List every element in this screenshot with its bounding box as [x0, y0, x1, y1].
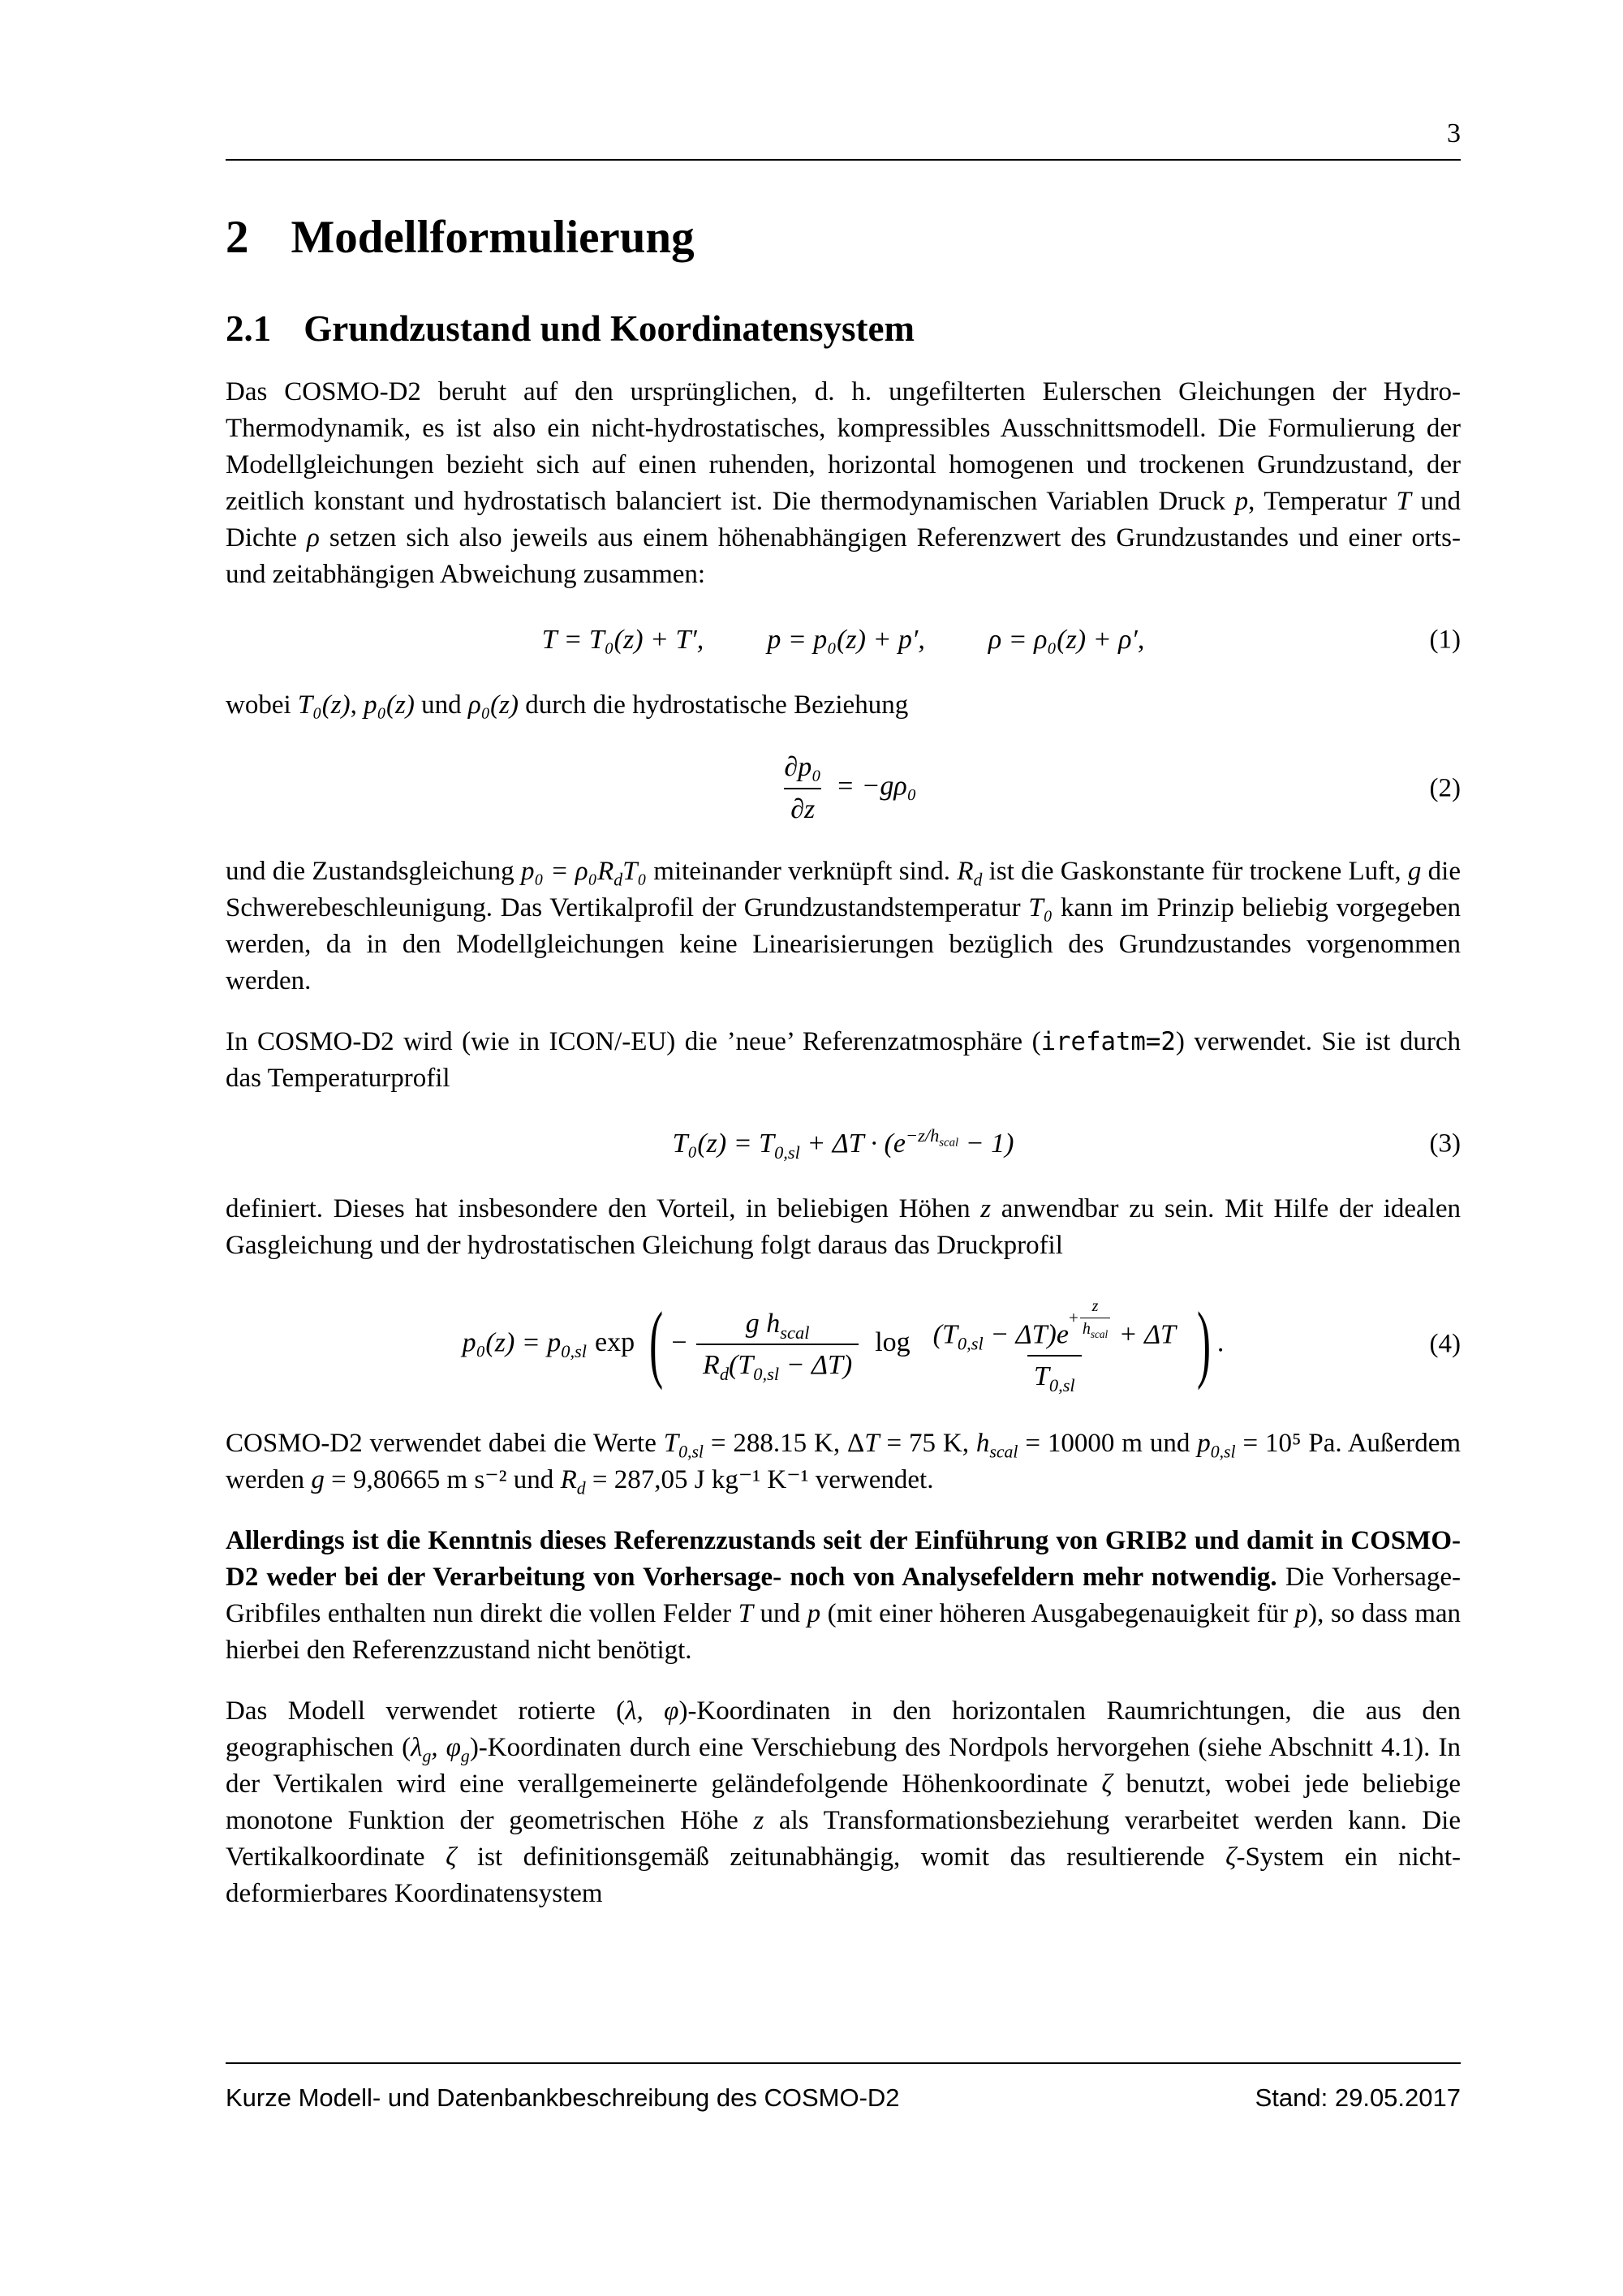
- math-token: T: [1033, 1361, 1049, 1392]
- fraction-denominator: [784, 788, 821, 824]
- text-segment: = 9,80665 m s⁻² und: [324, 1464, 561, 1494]
- math-inline: ζ: [1101, 1769, 1113, 1799]
- text-segment: als Transformationsbeziehung verarbeitet werden kann. Die Vertikalkoordinate: [226, 1805, 1461, 1872]
- text-segment: setzen sich also jeweils aus einem höhenabhängigen Referenzwert des Grundzustandes und einer orts- und zeitabhängigen Abweichung zusammen:: [226, 523, 1462, 589]
- text-segment: )-Koordinaten in den horizontalen Raumrichtungen, die aus den geographischen (: [226, 1696, 1461, 1762]
- text-segment: wobei: [226, 690, 298, 720]
- math-subscript: 0,sl: [753, 1364, 780, 1385]
- math-inline: T: [864, 1428, 880, 1458]
- fraction: [927, 1296, 1182, 1395]
- math-inline: R: [560, 1464, 577, 1494]
- page-footer: [226, 2062, 1461, 2113]
- math-group: ρ = ρ₀(z) + ρ′,: [988, 625, 1145, 655]
- text-segment: durch die hydrostatische Beziehung: [519, 690, 909, 720]
- math-subscript: scal: [989, 1442, 1018, 1462]
- paragraph-intro: [226, 374, 1461, 593]
- fraction: [777, 753, 828, 823]
- math-inline: ζ: [1225, 1842, 1237, 1872]
- paragraph-definiert: [226, 1191, 1461, 1264]
- paragraph-grib2: [226, 1523, 1461, 1669]
- subsection-number: 2.1: [226, 308, 272, 349]
- equation-number: (2): [1429, 773, 1461, 803]
- text-segment: kann im Prinzip beliebig vorgegeben werden, da in den Modellgleichungen keine Linearisierungen bezüglich des Grundzustandes vorgenommen werden.: [226, 892, 1461, 995]
- text-segment: )-Koordinaten durch eine Verschiebung des Nordpols hervorgehen (siehe Abschnitt 4.1). In der Vertikalen wird eine verallgemeinerte geländefolgende Höhenkoordinate: [226, 1732, 1461, 1799]
- math-subscript: 0,sl: [774, 1142, 800, 1163]
- operator-log: log: [875, 1327, 911, 1358]
- math-inline: p: [1294, 1598, 1309, 1628]
- fraction: [696, 1308, 859, 1385]
- section-heading: [226, 211, 1461, 264]
- math-inline: R: [957, 856, 974, 886]
- page-number: 3: [1447, 118, 1461, 148]
- fraction-numerator: [739, 1309, 816, 1344]
- text-segment: anwendbar zu sein. Mit Hilfe der idealen Gasgleichung und der hydrostatischen Gleichung folgt daraus das Druckprofil: [226, 1193, 1461, 1260]
- math-subscript: scal: [780, 1322, 810, 1343]
- fraction-numerator: [777, 753, 828, 788]
- paragraph-wobei: [226, 687, 1461, 724]
- text-segment: = 75 K,: [879, 1428, 976, 1458]
- text-segment: und: [753, 1598, 807, 1628]
- footer-right: Stand: 29.05.2017: [1255, 2083, 1461, 2112]
- footer-left: Kurze Modell- und Datenbankbeschreibung des COSMO-D2: [226, 2083, 900, 2112]
- math-token: −: [669, 1327, 689, 1358]
- math-token: +: [1068, 1308, 1078, 1328]
- math-inline: λ, φ: [625, 1696, 679, 1726]
- text-segment: ,: [350, 690, 364, 720]
- text-segment: ist die Gaskonstante für trockene Luft,: [982, 856, 1408, 886]
- math-superscript: [905, 1125, 959, 1150]
- bold-text: Allerdings ist die Kenntnis dieses Referenzzustands seit der Einführung von GRIB2 und damit in COSMO-D2 weder bei der Verarbeitung von Vorhersage- noch von Analysefeldern mehr notwendig.: [226, 1525, 1461, 1592]
- math-subscript: g: [422, 1746, 432, 1766]
- fraction-denominator: [1080, 1318, 1110, 1338]
- text-segment: Das Modell verwendet rotierte (: [226, 1696, 626, 1726]
- math-token: + ΔT · (e: [799, 1128, 906, 1159]
- equation-number: (4): [1429, 1329, 1461, 1359]
- math-inline: T₀(z): [297, 690, 351, 720]
- math-token: + ΔT: [1112, 1319, 1176, 1350]
- section-number: 2: [226, 212, 249, 263]
- math-inline: z: [980, 1193, 992, 1223]
- math-token: ∂p₀: [784, 752, 822, 783]
- math-inline: p: [1234, 487, 1249, 516]
- fraction: [1080, 1298, 1110, 1338]
- math-token: g h: [745, 1308, 781, 1339]
- text-segment: die Schwerebeschleunigung. Das Vertikalprofil der Grundzustandstemperatur: [226, 856, 1461, 922]
- math-inline: ρ₀(z): [467, 690, 519, 720]
- math-token: h: [1082, 1319, 1091, 1338]
- text-segment: definiert. Dieses hat insbesondere den Vorteil, in beliebigen Höhen: [226, 1193, 981, 1223]
- fraction-numerator: [1090, 1298, 1101, 1318]
- math-inline: T: [1396, 487, 1411, 516]
- math-inline: ρ: [307, 523, 320, 553]
- math-inline: λ: [411, 1732, 423, 1762]
- equation-number: (3): [1429, 1129, 1461, 1159]
- section-title: Modellformulierung: [291, 212, 695, 263]
- text-segment: = 288.15 K, Δ: [703, 1428, 865, 1458]
- math-token: = −gρ₀: [836, 771, 917, 802]
- text-segment: -System ein nicht-deformierbares Koordinatensystem: [226, 1842, 1461, 1908]
- math-inline: p: [807, 1598, 821, 1628]
- operator-exp: exp: [595, 1327, 635, 1358]
- math-inline: T₀: [622, 856, 647, 886]
- math-subscript: d: [719, 1364, 730, 1385]
- fraction-numerator: [927, 1298, 1182, 1355]
- text-segment: Das COSMO-D2 beruht auf den ursprünglichen, d. h. ungefilterten Eulerschen Gleichungen der Hydro-Thermodynamik, es ist also ein nicht-hydrostatisches, kompressibles Ausschnittsmodell. Die Formulierung der Modellgleichungen bezieht sich auf einen ruhenden, horizontal homogenen und trockenen Grundzustand, der zeitlich konstant und hydrostatisch balanciert ist. Die thermodynamischen Variablen Druck: [226, 377, 1461, 516]
- math-inline: p: [1197, 1428, 1211, 1458]
- math-inline: T: [663, 1428, 679, 1458]
- equation-1: [226, 622, 1461, 658]
- text-segment: Die Vorhersage-Gribfiles enthalten nun direkt die vollen Felder: [226, 1562, 1461, 1628]
- close-paren: ): [1196, 1296, 1211, 1392]
- math-token: (T: [729, 1350, 754, 1381]
- math-group: p = p₀(z) + p′,: [767, 625, 925, 655]
- text-segment: = 10⁵ Pa. Außerdem werden: [226, 1428, 1462, 1494]
- math-subscript: d: [973, 870, 983, 890]
- math-token: − 1): [958, 1128, 1014, 1159]
- math-subscript: 0,sl: [678, 1442, 704, 1462]
- page-header: [226, 120, 1461, 161]
- subsection-title: Grundzustand und Koordinatensystem: [304, 308, 915, 349]
- footer-row: [226, 2083, 1461, 2113]
- fraction-denominator: [696, 1344, 859, 1385]
- math-subscript: d: [613, 870, 623, 890]
- math-inline: p₀(z): [364, 690, 415, 720]
- math-group: T = T₀(z) + T′,: [541, 625, 704, 655]
- math-token: T₀(z) = T: [672, 1128, 775, 1159]
- equation-4: [226, 1296, 1461, 1395]
- math-inline: , φ: [431, 1732, 461, 1762]
- math-token: R: [703, 1350, 720, 1381]
- text-segment: (mit einer höheren Ausgabegenauigkeit für: [820, 1598, 1295, 1628]
- math-token: .: [1216, 1327, 1225, 1358]
- math-token: −z/h: [905, 1125, 940, 1146]
- math-subscript: scal: [939, 1136, 959, 1150]
- math-inline: p₀ = ρ₀R: [520, 856, 614, 886]
- footer-rule: [226, 2062, 1461, 2064]
- text-segment: miteinander verknüpft sind.: [647, 856, 958, 886]
- text-segment: benutzt, wobei jede beliebige monotone Funktion der geometrischen Höhe: [226, 1769, 1461, 1835]
- text-segment: In COSMO-D2 wird (wie in ICON/-EU) die ’neue’ Referenzatmosphäre (: [226, 1026, 1041, 1056]
- fraction-denominator: [1027, 1355, 1082, 1395]
- math-subscript: d: [576, 1478, 586, 1498]
- text-segment: = 287,05 J kg⁻¹ K⁻¹ verwendet.: [585, 1464, 934, 1494]
- math-subscript: 0,sl: [561, 1340, 588, 1361]
- math-token: p₀(z) = p: [462, 1327, 562, 1358]
- text-segment: ), so dass man hierbei den Referenzzustand nicht benötigt.: [226, 1598, 1462, 1665]
- header-rule: [226, 159, 1461, 161]
- open-paren: (: [649, 1296, 664, 1392]
- math-subscript: 0,sl: [957, 1333, 984, 1354]
- paragraph-state-equation: [226, 853, 1461, 1000]
- math-token: z: [1091, 1296, 1099, 1315]
- paragraph-werte: [226, 1425, 1461, 1498]
- equation-3: [226, 1126, 1461, 1162]
- math-inline: z: [753, 1805, 764, 1835]
- math-subscript: scal: [1090, 1327, 1109, 1340]
- subsection-heading: [226, 307, 1461, 350]
- text-segment: und die Zustandsgleichung: [226, 856, 521, 886]
- code-inline: irefatm=2: [1040, 1027, 1176, 1056]
- math-inline: g: [311, 1464, 325, 1494]
- paragraph-koordinaten: [226, 1693, 1461, 1912]
- math-inline: T₀: [1028, 892, 1053, 922]
- math-inline: T: [738, 1598, 753, 1628]
- math-subscript: g: [460, 1746, 470, 1766]
- math-token: ∂z: [790, 793, 816, 824]
- math-subscript: 0,sl: [1048, 1374, 1075, 1395]
- math-inline: h: [975, 1428, 990, 1458]
- text-segment: und Dichte: [226, 487, 1462, 553]
- math-token: − ΔT): [779, 1350, 853, 1381]
- text-segment: COSMO-D2 verwendet dabei die Werte: [226, 1428, 664, 1458]
- text-segment: , Temperatur: [1248, 487, 1397, 516]
- equation-2: [226, 753, 1461, 823]
- math-token: − ΔT)e: [983, 1319, 1069, 1350]
- text-segment: = 10000 m und: [1018, 1428, 1198, 1458]
- math-inline: g: [1407, 856, 1422, 886]
- paragraph-refatm: [226, 1024, 1461, 1097]
- text-segment: ) verwendet. Sie ist durch das Temperaturprofil: [226, 1026, 1462, 1093]
- text-segment: und: [414, 690, 468, 720]
- math-superscript: [1069, 1298, 1112, 1338]
- math-subscript: 0,sl: [1210, 1442, 1236, 1462]
- equation-number: (1): [1429, 625, 1461, 655]
- math-inline: ζ: [446, 1842, 457, 1872]
- text-segment: ist definitionsgemäß zeitunabhängig, womit das resultierende: [456, 1842, 1226, 1872]
- math-token: (T: [932, 1319, 958, 1350]
